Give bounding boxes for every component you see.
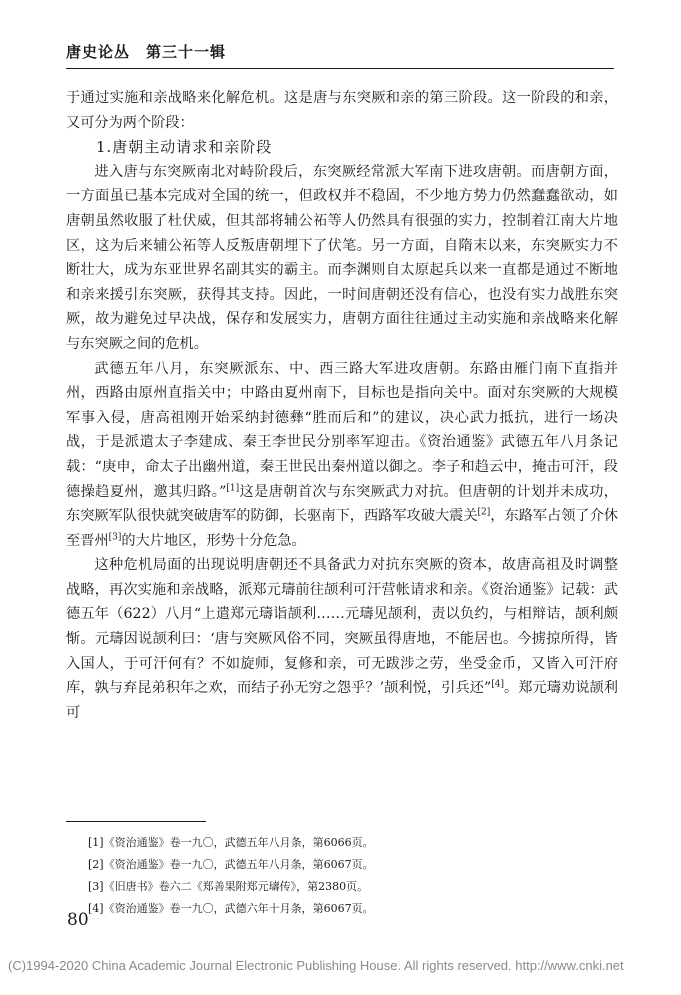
page-number: 80: [67, 910, 89, 930]
paragraph-text: 武德五年八月，东突厥派东、中、西三路大军进攻唐朝。东路由雁门南下直指并州，西路由原州直指关中；中路由夏州南下，目标也是指向关中。面对东突厥的大规模军事入侵，唐高祖刚开始采纳封德彝“胜而后和”的建议，决心武力抵抗，进行一场决战，于是派遣太子李建成、秦王李世民分别率军迎击。《资治通鉴》武德五年八月条记载：“庚申，命太子出幽州道，秦王世民出秦州道以御之。李子和趋云中，掩击可汗，段德操趋夏州，邀其归路。”: [66, 360, 618, 500]
paragraph: [66, 553, 618, 725]
footnote-ref[interactable]: [2]: [477, 507, 491, 518]
header-rule: [66, 68, 614, 69]
paragraph: [66, 357, 618, 554]
paragraph-continuation: 于通过实施和亲战略来化解危机。这是唐与东突厥和亲的第三阶段。这一阶段的和亲，又可分为两个阶段：: [66, 90, 618, 131]
paragraph-text: 这是唐朝首次与东突厥武力对抗。但唐朝的计划并未成功，东突厥军队很快就突破唐军的防御，长驱南下，西路军攻破大震关: [66, 483, 618, 525]
footnote: [4]《资治通鉴》卷一九〇，武德六年十月条，第6067页。: [88, 902, 374, 915]
footnote-rule: [66, 821, 206, 822]
footnote-ref[interactable]: [3]: [108, 531, 122, 542]
footnote: [3]《旧唐书》卷六二《郑善果附郑元璹传》，第2380页。: [88, 880, 369, 893]
paragraph-text: 的大片地区，形势十分危急。: [121, 532, 306, 549]
footnotes: [88, 832, 608, 920]
paragraph-text: ，东路军占领了介休至晋州: [66, 508, 618, 549]
running-header: 唐史论丛 第三十一辑: [66, 43, 227, 61]
footnote-ref[interactable]: [4]: [491, 679, 504, 690]
paragraph: 进入唐与东突厥南北对峙阶段后，东突厥经常派大军南下进攻唐朝。而唐朝方面，一方面虽已基本完成对全国的统一，但政权并不稳固，不少地方势力仍然蠢蠢欲动，如唐朝虽然收服了杜伏威，但其部将辅公祏等人仍然具有很强的实力，控制着江南大片地区，这为后来辅公祏等人反叛唐朝埋下了伏笔。另一方面，自隋末以来，东突厥实力不断壮大，成为东亚世界名副其实的霸主。而李渊则自太原起兵以来一直都是通过不断地和亲来援引东突厥，获得其支持。因此，一时间唐朝还没有信心，也没有实力战胜东突厥，故为避免过早决战，保存和发展实力，唐朝方面往往通过主动实施和亲战略来化解与东突厥之间的危机。: [66, 163, 618, 352]
paragraph-text: 这种危机局面的出现说明唐朝还不具备武力对抗东突厥的资本，故唐高祖及时调整战略，再次实施和亲战略，派郑元璹前往颉利可汗营帐请求和亲。《资治通鉴》记载：武德五年（622）八月“上遣郑元璹诣颉利……元璹见颉利，责以负约，与相辩诘，颉利颇惭。元璹因说颉利曰：‘唐与突厥风俗不同，突厥虽得唐地，不能居也。今掳掠所得，皆入国人，于可汗何有？不如旋师，复修和亲，可无跋涉之劳，坐受金币，又皆入可汗府库，孰与弃昆弟积年之欢，而结子孙无穷之怨乎？’颉利悦，引兵还”: [66, 557, 618, 697]
footnote: [2]《资治通鉴》卷一九〇，武德五年八月条，第6067页。: [88, 858, 374, 871]
body-text: [66, 86, 618, 725]
paragraph-text: 。郑元璹劝说颉利可: [66, 680, 618, 721]
footnote: [1]《资治通鉴》卷一九〇，武德五年八月条，第6066页。: [88, 836, 374, 849]
copyright-watermark: (C)1994-2020 China Academic Journal Electronic Publishing House. All rights reserved. http://www.cnki.net: [8, 958, 624, 973]
section-subheading: 1.唐朝主动请求和亲阶段: [96, 138, 273, 157]
footnote-ref[interactable]: [1]: [226, 482, 240, 493]
